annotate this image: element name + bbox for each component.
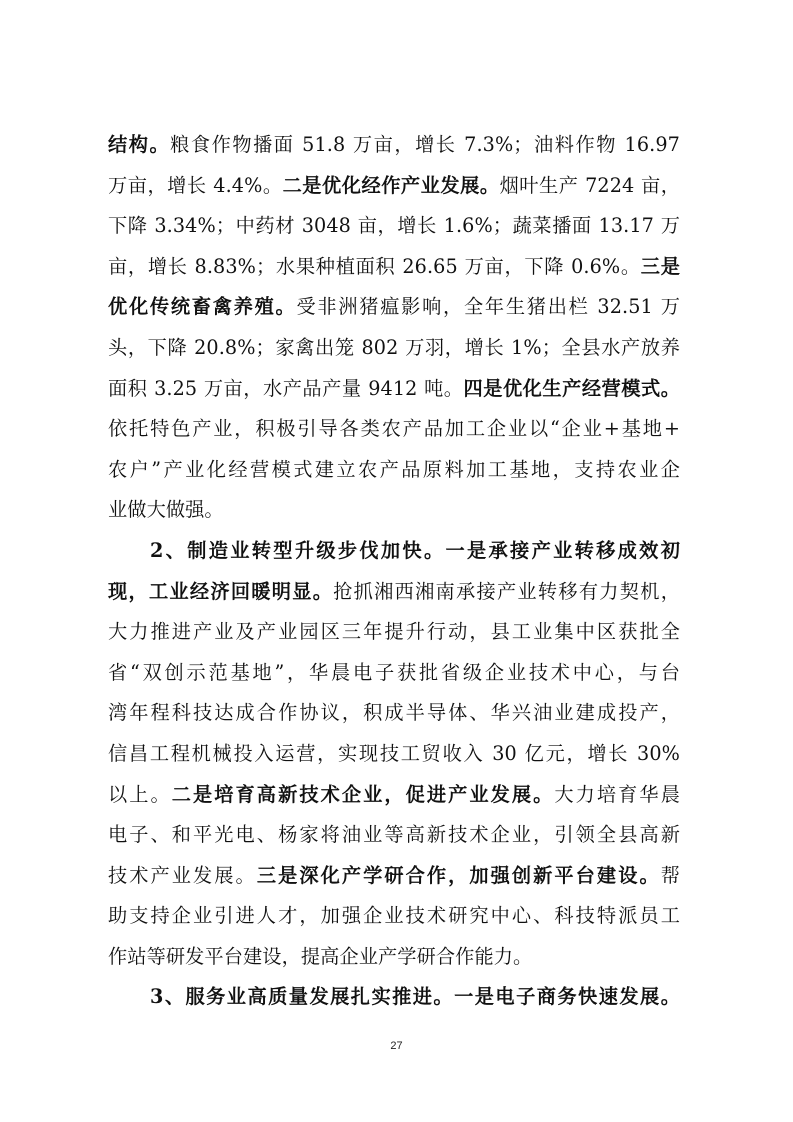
text-line (108, 450, 680, 491)
text-span: 万亩，增长 4.4%。 (108, 173, 283, 197)
text-span: 助支持企业引进人才，加强企业技术研究中心、科技特派员工 (108, 904, 680, 928)
text-line (108, 572, 680, 613)
text-span: 头，下降 20.8%；家禽出笼 802 万羽，增长 1%；全县水产放养 (108, 335, 680, 359)
text-span: 大力培育华晨 (554, 782, 680, 806)
bold-span: 结构。 (108, 133, 171, 156)
text-span: 以上。 (108, 782, 172, 806)
bold-span: 优化传统畜禽养殖。 (108, 295, 297, 319)
text-span: 湾年程科技达成合作协议，积成半导体、华兴油业建成投产， (108, 701, 680, 725)
text-span: 亩，增长 8.83%；水果种植面积 26.65 万亩，下降 0.6%。 (108, 254, 641, 278)
text-line (108, 775, 680, 816)
text-span: 烟叶生产 7224 亩， (499, 173, 680, 197)
bold-span: 四是优化生产经营模式。 (463, 376, 680, 400)
section-heading: 3、服务业高质量发展扎实推进。一是电子商务快速发展。 (150, 985, 680, 1009)
text-line (108, 369, 680, 410)
bold-span: 三是 (640, 254, 680, 278)
text-span: 帮 (660, 863, 680, 887)
text-line (108, 206, 680, 247)
text-span: 省“双创示范基地”，华晨电子获批省级企业技术中心，与台 (108, 660, 680, 684)
text-line (108, 247, 680, 288)
page-number: 27 (390, 1040, 403, 1052)
text-line (108, 815, 680, 856)
section-heading-line (108, 531, 680, 572)
text-line (108, 693, 680, 734)
text-span: 面积 3.25 万亩，水产品产量 9412 吨。 (108, 376, 464, 400)
text-line (108, 653, 680, 694)
text-line (108, 328, 680, 369)
text-line (108, 125, 680, 166)
section-heading-line (108, 977, 680, 1018)
text-span: 电子、和平光电、杨家将油业等高新技术企业，引领全县高新 (108, 823, 680, 847)
text-span: 信昌工程机械投入运营，实现技工贸收入 30 亿元，增长 30% (108, 741, 680, 765)
text-span: 农户”产业化经营模式建立农产品原料加工基地，支持农业企 (108, 457, 680, 481)
text-span: 作站等研发平台建设，提高企业产学研合作能力。 (108, 944, 533, 968)
text-line (108, 937, 680, 978)
text-line (108, 409, 680, 450)
text-line (108, 287, 680, 328)
text-span: 受非洲猪瘟影响，全年生猪出栏 32.51 万 (296, 295, 681, 319)
body-text (108, 125, 680, 1018)
text-span: 技术产业发展。 (108, 863, 257, 887)
section-heading: 2、制造业转型升级步伐加快。一是承接产业转移成效初 (150, 538, 680, 562)
text-line (108, 166, 680, 207)
text-span: 抢抓湘西湘南承接产业转移有力契机， (333, 579, 681, 603)
text-line (108, 856, 680, 897)
bold-span: 现，工业经济回暖明显。 (108, 579, 334, 603)
text-line (108, 490, 680, 531)
text-span: 下降 3.34%；中药材 3048 亩，增长 1.6%；蔬菜播面 13.17 万 (108, 214, 680, 238)
text-line (108, 896, 680, 937)
text-span: 业做大做强。 (108, 498, 224, 522)
text-span: 粮食作物播面 51.8 万亩，增长 7.3%；油料作物 16.97 (170, 133, 680, 156)
bold-span: 二是培育高新技术企业，促进产业发展。 (171, 782, 555, 806)
text-line (108, 734, 680, 775)
text-line (108, 612, 680, 653)
text-span: 大力推进产业及产业园区三年提升行动，县工业集中区获批全 (108, 620, 680, 644)
text-span: 依托特色产业，积极引导各类农产品加工企业以“企业+基地+ (108, 417, 680, 441)
bold-span: 三是深化产学研合作，加强创新平台建设。 (256, 863, 661, 887)
bold-span: 二是优化经作产业发展。 (282, 173, 500, 197)
